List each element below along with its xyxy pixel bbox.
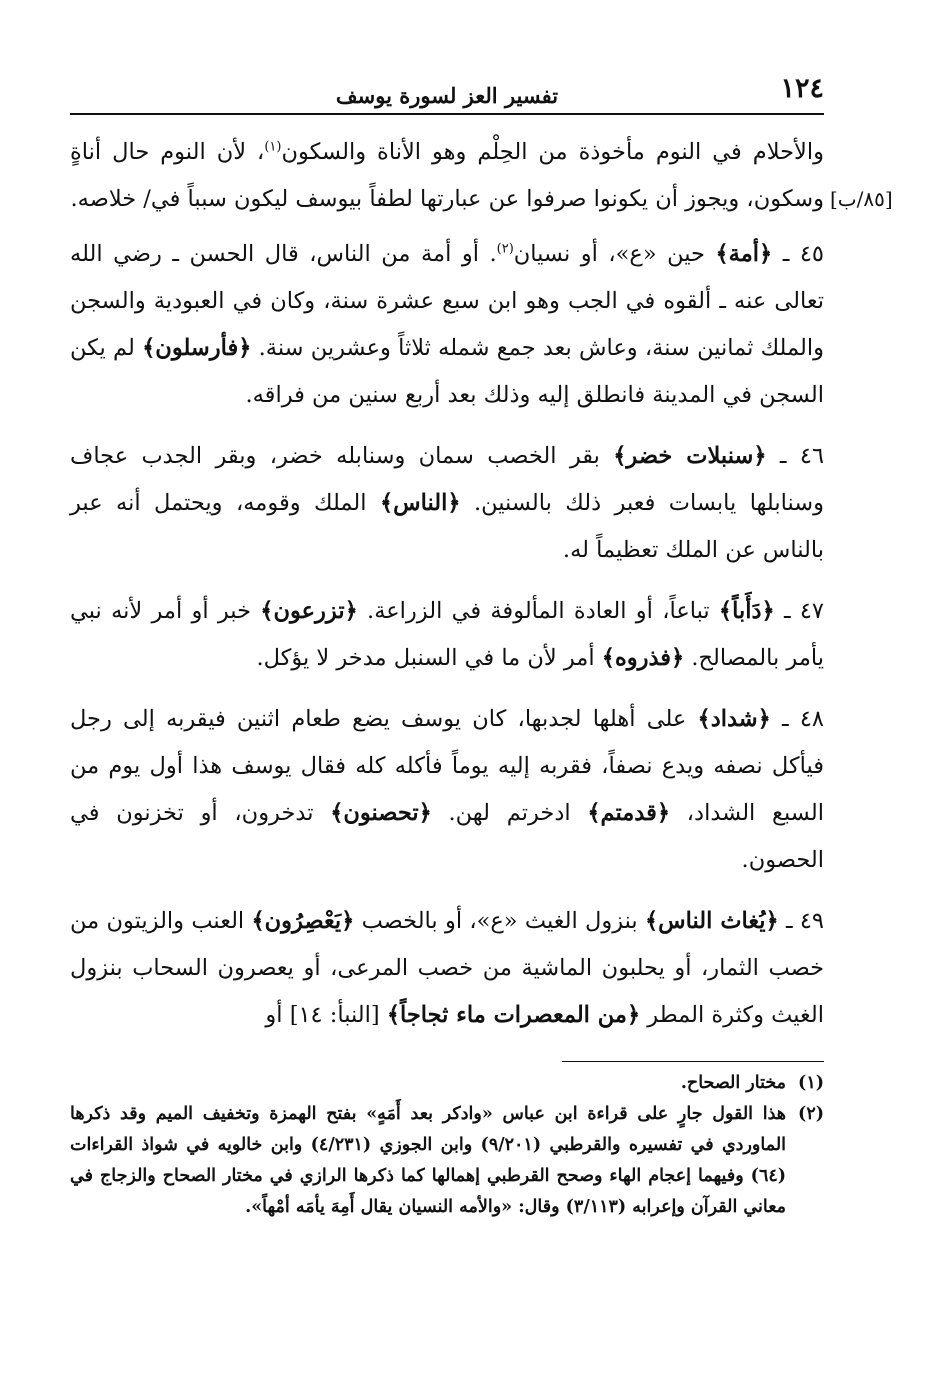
quran-keyword: ﴿أمة﴾	[715, 241, 773, 267]
running-header	[70, 65, 824, 115]
verse-number: ٤٦ ـ	[766, 443, 824, 469]
text-run: الملك وقومه، ويحتمل أنه عبر بالناس عن الملك تعظيماً له.	[70, 490, 824, 563]
text-run: [النبأ: ١٤] أو	[265, 1002, 387, 1028]
text-run: ، لأن النوم حال أناةٍ وسكون، ويجوز أن يكونوا صرفوا عن عبارتها لطفاً بيوسف ليكون سبباً في/ خلاصه.	[70, 139, 824, 212]
text-run: العنب والزيتون من خصب الثمار، أو يحلبون الماشية من خصب المرعى، أو يعصرون السحاب بنزول الغيث وكثرة المطر	[70, 908, 824, 1028]
text-run: تباعاً، أو العادة المألوفة في الزراعة.	[357, 598, 719, 624]
quran-keyword: ﴿من المعصرات ماء ثجاجاً﴾	[386, 1002, 641, 1028]
footnote-1	[70, 1068, 824, 1099]
footnote-marker: (١)	[798, 1073, 824, 1093]
text-run: حين «ع»، أو نسيان	[513, 241, 716, 267]
footnote-ref: (١)	[264, 139, 282, 155]
footnote-text: هذا القول جارٍ على قراءة ابن عباس «وادكر بعد أَمَهٍ» بفتح الهمزة وتخفيف الميم وقد ذكرها الماوردي في تفسيره والقرطبي (٩/٢٠١) وابن الجوزي (٤/٢٣١) وابن خالويه في شواذ القراءات (٦٤) وفيهما إعجام الهاء وصحح القرطبي إهمالها كما ذكرها الرازي في مختار الصحاح والزجاج في معاني القرآن وإعرابه (٣/١١٣) وقال: «والأمه النسيان يقال أَمِهَ يأمَه أمْهاً».	[70, 1104, 787, 1217]
text-run: على أهلها لجدبها، كان يوسف يضع طعام اثنين فيقربه إلى رجل فيأكل نصفه ويدع نصفاً، فقربه إليه يوماً فأكله كله فقال يوسف هذا أول يوم من السبع الشداد،	[70, 706, 824, 826]
paragraph-verse-45	[70, 231, 824, 419]
quran-keyword: ﴿قدمتم﴾	[587, 800, 671, 826]
quran-keyword: ﴿دَأَباً﴾	[718, 598, 775, 624]
text-run: بقر الخصب سمان وسنابله خضر، وبقر الجدب عجاف وسنابلها يابسات فعبر ذلك بالسنين.	[70, 443, 824, 516]
quran-keyword: ﴿تزرعون﴾	[260, 598, 358, 624]
quran-keyword: ﴿شداد﴾	[697, 706, 771, 732]
quran-keyword: ﴿سنبلات خضر﴾	[613, 443, 767, 469]
footnote-marker: (٢)	[798, 1104, 824, 1124]
text-run: بنزول الغيث «ع»، أو بالخصب	[354, 908, 645, 934]
verse-number: ٤٨ ـ	[770, 706, 824, 732]
footnote-ref: (٢)	[496, 241, 514, 257]
footnotes	[70, 1068, 824, 1223]
quran-keyword: ﴿يُغاث الناس﴾	[644, 908, 779, 934]
main-text	[70, 129, 893, 1039]
running-title: تفسير العز لسورة يوسف	[335, 83, 559, 108]
paragraph-verse-47	[70, 588, 824, 682]
book-page	[70, 65, 893, 1223]
paragraph-verse-49	[70, 898, 824, 1039]
verse-number: ٤٩ ـ	[778, 908, 825, 934]
text-run: والأحلام في النوم مأخوذة من الحِلْم وهو الأناة والسكون	[281, 139, 824, 165]
text-run: ادخرتم لهن.	[431, 800, 588, 826]
quran-keyword: ﴿فأرسلون﴾	[142, 335, 252, 361]
paragraph-verse-48	[70, 696, 824, 884]
footnote-separator	[562, 1061, 824, 1062]
quran-keyword: ﴿تحصنون﴾	[330, 800, 432, 826]
footnote-2	[70, 1099, 824, 1223]
text-run: . أو أمة من الناس، قال الحسن ـ رضي الله تعالى عنه ـ ألقوه في الجب وهو ابن سبع عشرة سنة، وكان في العبودية والسجن والملك ثمانين سنة، وعاش بعد جمع شمله ثلاثاً وعشرين سنة.	[70, 241, 824, 361]
text-run: أمر لأن ما في السنبل مدخر لا يؤكل.	[256, 645, 602, 671]
paragraph-verse-46	[70, 433, 824, 574]
verse-number: ٤٥ ـ	[772, 241, 825, 267]
quran-keyword: ﴿يَعْصِرُون﴾	[251, 908, 355, 934]
footnote-text: مختار الصحاح.	[680, 1073, 787, 1093]
verse-number: ٤٧ ـ	[774, 598, 824, 624]
paragraph-intro	[70, 129, 893, 223]
text-run: لم يكن السجن في المدينة فانطلق إليه وذلك بعد أربع سنين من فراقه.	[70, 335, 824, 408]
quran-keyword: ﴿الناس﴾	[379, 490, 461, 516]
text-run: خبر أو أمر لأنه نبي يأمر بالمصالح.	[70, 598, 824, 671]
page-number: ١٢٤	[780, 73, 824, 104]
margin-folio-note: [٨٥/ب]	[830, 187, 893, 211]
text-run: تدخرون، أو تخزنون في الحصون.	[70, 800, 824, 873]
quran-keyword: ﴿فذروه﴾	[601, 645, 685, 671]
